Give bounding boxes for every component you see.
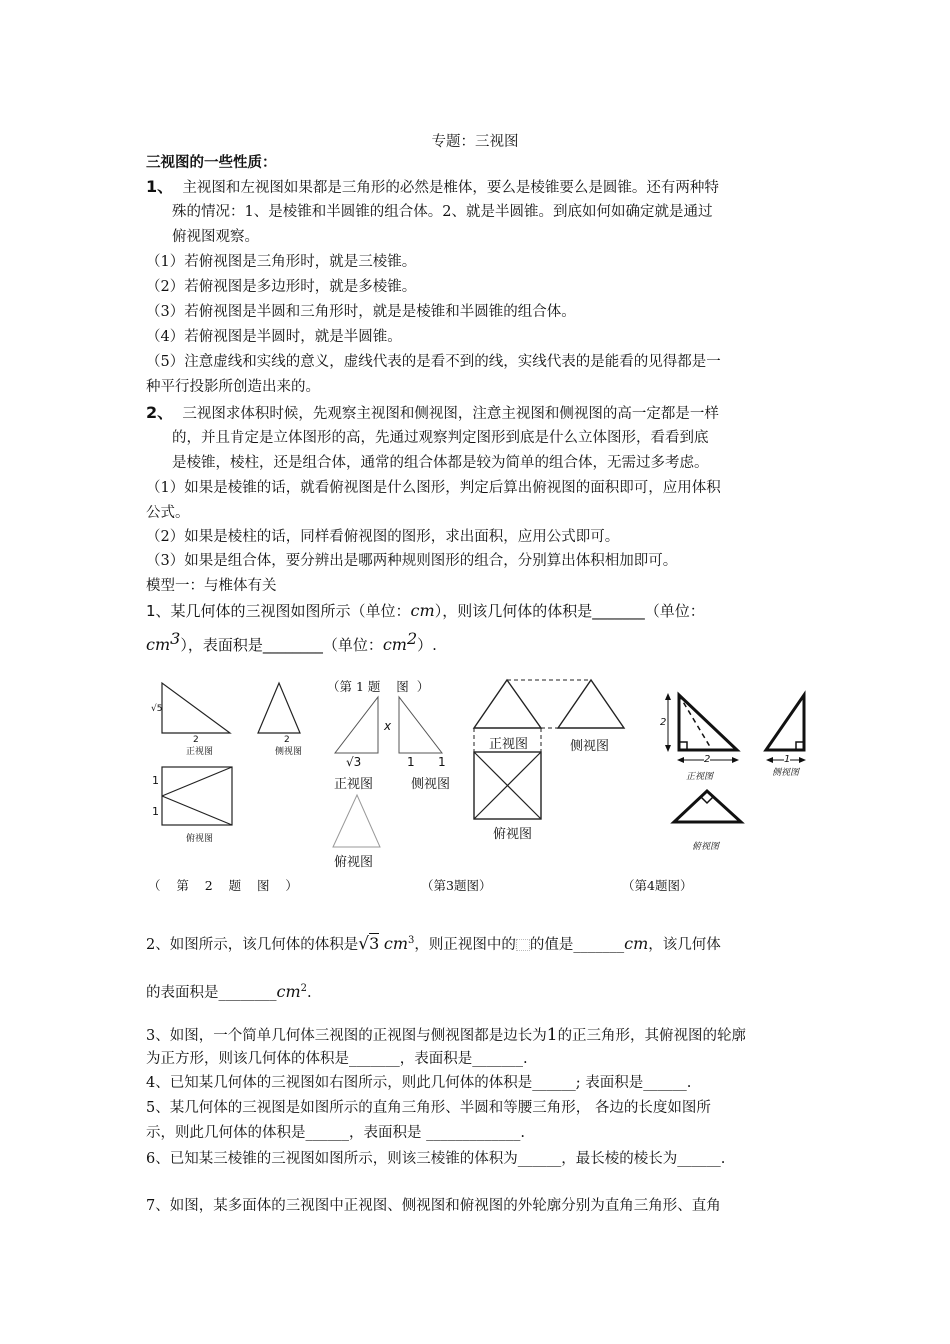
text: 的表面积是________ [146,984,277,1001]
exponent: 2 [406,629,418,648]
volume-item-3: （3）如果是组合体，要分辨出是哪两种规则图形的组合，分别算出体积相加即可。 [146,553,678,569]
property-item-5-a: （5）注意虚线和实线的意义，虚线代表的是看不到的线，实线代表的是能看的见得都是一 [146,354,721,370]
fig1-top-dim-1: 1 [152,774,159,787]
page-title: 专题：三视图 [431,134,519,150]
fig1-front-dim: 2 [193,735,199,745]
text: 主视图和左视图如果都是三角形的必然是椎体，要么是棱锥要么是圆锥。还有两种特 [182,180,719,196]
question-2-line-1 [146,930,811,956]
fig1-side-dim: 2 [284,735,290,745]
property-item-3: （3）若俯视图是半圆和三角形时，就是是棱锥和半圆锥的组合体。 [146,304,576,320]
question-5-line-2: 示，则此几何体的体积是______，表面积是 _____________. [146,1125,525,1141]
text: 三视图求体积时候，先观察主视图和侧视图，注意主视图和侧视图的高一定都是一样 [182,406,719,422]
question-4: 4、已知某几何体的三视图如右图所示，则此几何体的体积是______; 表面积是______. [146,1075,692,1091]
fig3-front-label: 正视图 [489,737,529,752]
fig1-top-dim-2: 1 [152,805,159,818]
fig4-front-label: 正视图 [686,772,714,782]
fig4-side-arrow-right [799,757,806,763]
property-item-4: （4）若俯视图是半圆时，就是半圆锥。 [146,329,402,345]
paragraph-2-line-2: 的，并且肯定是立体图形的高，先通过观察判定图形到底是什么立体图形，看看到底 [172,430,709,446]
paragraph-1-line-2: 殊的情况：1、是棱锥和半圆锥的组合体。2、就是半圆锥。到底如何如确定就是通过 [172,204,713,220]
exponent: 2 [300,983,308,994]
property-item-1: （1）若俯视图是三角形时，就是三棱锥。 [146,254,417,270]
text: ，该几何体 [648,936,721,953]
fig4-width-label: 2 [704,754,711,765]
fig2-dim-1a: 1 [407,755,415,769]
fig4-side-label: 侧视图 [772,768,800,778]
fig2-sqrt3-label: √3 [346,755,362,769]
text: ），则该几何体的体积是_______（单位： [434,602,705,620]
text: ），表面积是________（单位： [180,636,383,654]
fig4-top-label: 俯视图 [692,842,720,852]
exponent: 3 [408,935,415,946]
fig2-side-label: 侧视图 [411,777,451,792]
fig4-top-triangle [674,791,741,822]
number: 1 [546,1025,558,1045]
property-item-2: （2）若俯视图是多边形时，就是多棱锥。 [146,279,417,295]
radicand: 3 [369,933,380,953]
question-3-line-1 [146,1024,811,1047]
question-7: 7、如图，某多面体的三视图中正视图、侧视图和俯视图的外轮廓分别为直角三角形、直角 [146,1198,721,1214]
fig2-dim-1b: 1 [438,755,446,769]
fig1-side-label: 侧视图 [275,747,303,757]
fig4-arrow-left [677,757,684,763]
paragraph-2-line-3: 是棱锥，棱柱，还是组合体，通常的组合体都是较为简单的组合体，无需过多考虑。 [172,455,709,471]
fig4-arrow-down [665,745,671,752]
text: 3、如图，一个简单几何体三视图的正视图与侧视图都是边长为 [146,1028,547,1044]
volume-item-1-b: 公式。 [146,505,190,521]
fig2-top-label: 俯视图 [334,855,374,870]
text: 的正三角形，其俯视图的轮廓 [557,1028,747,1044]
unit: cm [146,635,171,654]
figure-3-caption: （第3题图） [421,878,492,893]
question-6: 6、已知某三棱锥的三视图如图所示，则该三棱锥的体积为______，最长棱的棱长为______. [146,1151,726,1167]
volume-item-1-a: （1）如果是棱锥的话，就看俯视图是什么图形，判定后算出俯视图的面积即可，应用体积 [146,480,721,496]
text: ，则正视图中的 [414,936,516,953]
unit: cm [276,981,301,1001]
section-heading: 三视图的一些性质： [146,155,277,171]
fig4-height-label: 2 [660,717,667,728]
text: 2、如图所示，该几何体的体积是 [146,936,359,953]
figure-1-caption: （第 1 题 图 ） [327,679,430,694]
text: 1、某几何体的三视图如图所示（单位： [146,602,411,620]
paragraph-1-line-3: 俯视图观察。 [172,229,259,245]
fig1-top-label: 俯视图 [186,834,214,844]
fig2-front-label: 正视图 [334,777,374,792]
figure-2-caption: （ 第 2 题 图 ） [148,878,298,893]
text: 的值是_______ [529,936,625,953]
fig1-sqrt5-label: √5 [151,704,163,714]
question-3-line-2: 为正方形，则该几何体的体积是_______，表面积是_______. [146,1051,528,1067]
fig3-top-label: 俯视图 [493,827,533,842]
property-item-5-b: 种平行投影所创造出来的。 [146,379,320,395]
fig4-side-width-label: 1 [784,754,791,765]
text: . [307,984,312,1001]
unit: cm [410,601,435,620]
fig4-top-right-angle [701,797,713,803]
x-symbol-icon [516,939,530,951]
model-heading: 模型一：与椎体有关 [146,578,277,594]
fig2-x-label: x [384,719,392,733]
item-number: 1、 [146,177,174,196]
question-2-line-2 [146,978,811,1004]
exponent: 3 [170,629,181,648]
figure-4-caption: （第4题图） [622,878,693,893]
volume-item-2: （2）如果是棱柱的话，同样看俯视图的图形，求出面积，应用公式即可。 [146,529,620,545]
fig1-front-label: 正视图 [186,747,214,757]
question-5-line-1: 5、某几何体的三视图是如图所示的直角三角形、半圆和等腰三角形， 各边的长度如图所 [146,1100,711,1116]
fig4-arrow-right [732,757,739,763]
fig4-side-arrow-left [766,757,773,763]
fig4-arrow-up [665,693,671,700]
unit: cm [383,933,409,953]
unit: cm [624,933,649,953]
item-number: 2、 [146,403,174,422]
fig3-side-label: 侧视图 [570,739,610,754]
text: ）. [417,636,437,654]
sqrt-sign: √ [358,933,370,954]
unit: cm [382,635,407,654]
